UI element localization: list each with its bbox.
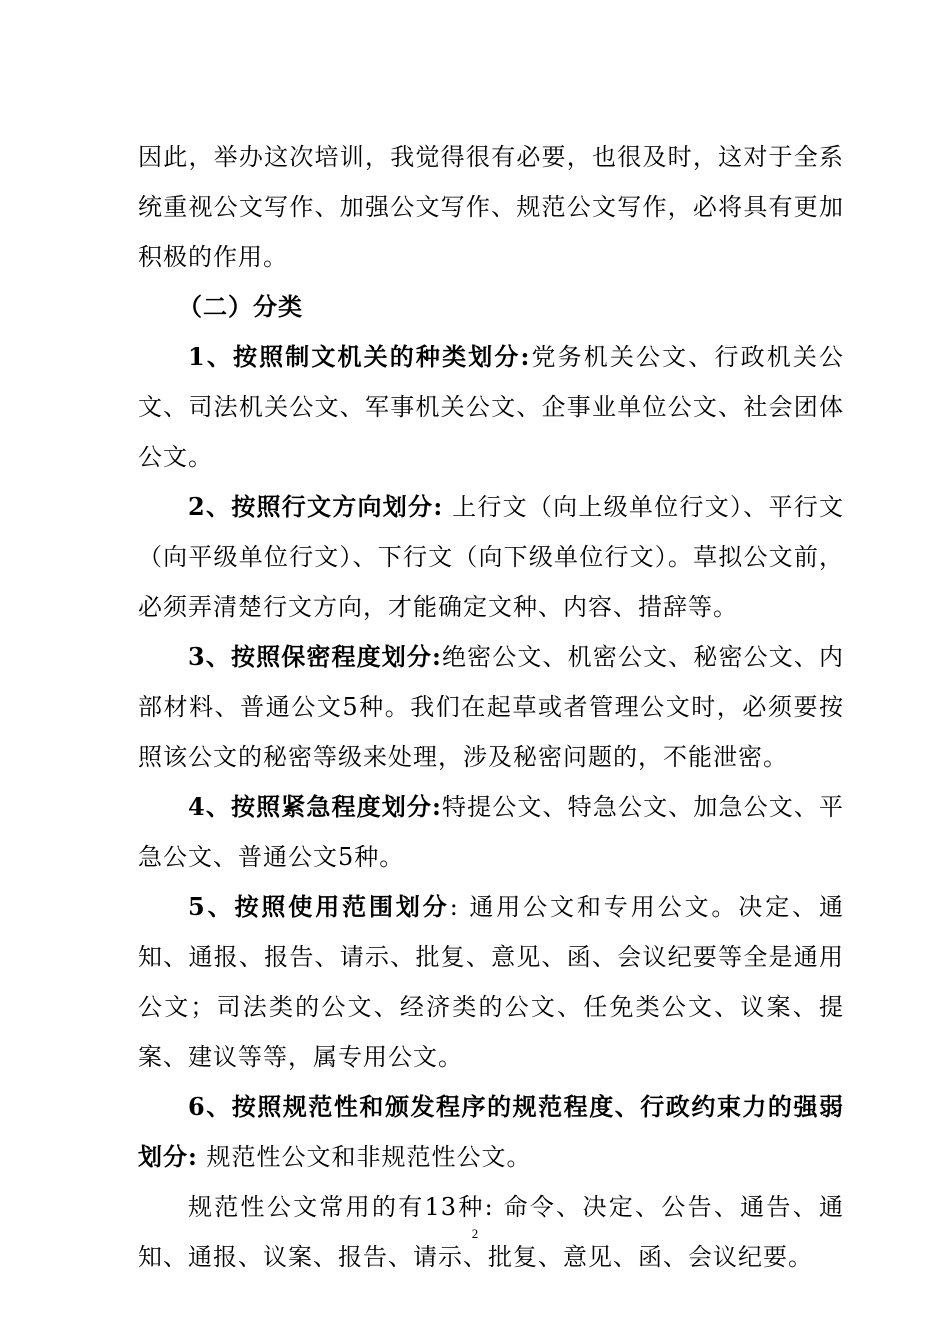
classification-item-6 [138,1082,844,1182]
page-number: 2 [471,1226,479,1241]
item-heading: 6、按照规范性和颁发程序的规范程度、行政约束力的强弱划分: [138,1092,844,1171]
item-heading: 3、按照保密程度划分: [188,642,442,671]
classification-item-1 [138,332,844,482]
item-heading: 2、按照行文方向划分: [188,492,444,521]
item-body: 党务机关公文、行政机关公文、司法机关公文、军事机关公文、企事业单位公文、社会团体公文。 [138,343,845,471]
item-body: 特提公文、特急公文、加急公文、平急公文、普通公文5种。 [138,793,845,871]
item-body: : 通用公文和专用公文。决定、通知、通报、报告、请示、批复、意见、函、会议纪要等全是通用公文；司法类的公文、经济类的公文、任免类公文、议案、提案、建议等等，属专用公文。 [138,893,845,1071]
classification-item-5 [138,882,844,1082]
classification-item-2 [138,482,844,632]
item-body: 规范性公文和非规范性公文。 [197,1143,532,1171]
closing-paragraph: 规范性公文常用的有13种: 命令、决定、公告、通告、通知、通报、议案、报告、请示、批复、意见、函、会议纪要。 [138,1193,844,1271]
item-body: 绝密公文、机密公文、秘密公文、内部材料、普通公文5种。我们在起草或者管理公文时，必须要按照该公文的秘密等级来处理，涉及秘密问题的，不能泄密。 [138,643,845,771]
item-heading: 4、按照紧急程度划分: [188,792,442,821]
item-heading: 1、按照制文机关的种类划分: [188,342,531,371]
item-heading: 5、按照使用范围划分 [188,892,450,921]
intro-paragraph: 因此，举办这次培训，我觉得很有必要，也很及时，这对于全系统重视公文写作、加强公文写作、规范公文写作，必将具有更加积极的作用。 [138,143,844,271]
section-heading: （二）分类 [178,293,303,321]
classification-item-3 [138,632,844,782]
item-body: 上行文（向上级单位行文）、平行文（向平级单位行文）、下行文（向下级单位行文）。草拟公文前，必须弄清楚行文方向，才能确定文种、内容、措辞等。 [138,493,844,621]
classification-item-4 [138,782,844,882]
document-body [138,132,844,1282]
